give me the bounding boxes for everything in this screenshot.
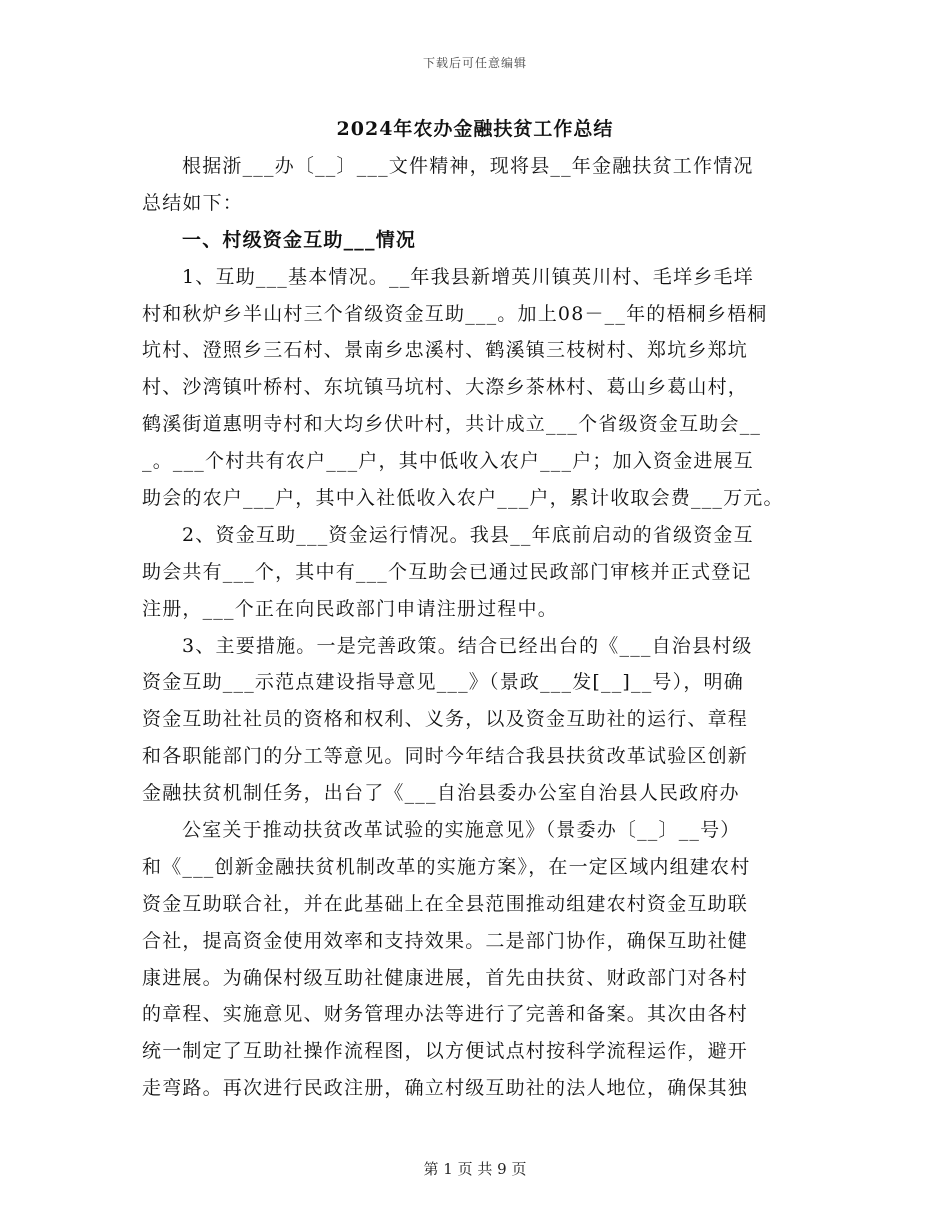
- body-line: 金融扶贫机制任务，出台了《___自治县委办公室自治县人民政府办: [142, 782, 740, 805]
- body-line: 注册，___个正在向民政部门申请注册过程中。: [142, 597, 558, 620]
- body-line: 2、资金互助___资金运行情况。我县__年底前启动的省级资金互: [182, 523, 754, 546]
- body-line: 3、主要措施。一是完善政策。结合已经出台的《___自治县村级: [182, 634, 753, 657]
- page-number-footer: 第 1 页 共 9 页: [423, 1160, 527, 1178]
- body-line: 合社，提高资金使用效率和支持效果。二是部门协作，确保互助社健: [142, 929, 749, 952]
- body-line: 坑村、澄照乡三石村、景南乡忠溪村、鹤溪镇三枝树村、郑坑乡郑坑: [142, 339, 749, 362]
- section-heading: 一、村级资金互助___情况: [182, 228, 417, 251]
- body-line: 总结如下：: [142, 191, 244, 214]
- body-line: _。___个村共有农户___户，其中低收入农户___户；加入资金进展互: [142, 450, 755, 473]
- body-line: 的章程、实施意见、财务管理办法等进行了完善和备案。其次由各村: [142, 1003, 749, 1026]
- body-line: 和《___创新金融扶贫机制改革的实施方案》，在一定区域内组建农村: [142, 855, 751, 878]
- body-line: 公室关于推动扶贫改革试验的实施意见》（景委办〔__〕__号）: [182, 819, 741, 842]
- body-line: 资金互助社社员的资格和权利、义务，以及资金互助社的运行、章程: [142, 708, 749, 731]
- body-line: 统一制定了互助社操作流程图，以方便试点村按科学流程运作，避开: [142, 1040, 749, 1063]
- body-line: 助会的农户___户，其中入社低收入农户___户，累计收取会费___万元。: [142, 487, 784, 510]
- header-note: 下载后可任意编辑: [422, 56, 527, 70]
- body-line: 村、沙湾镇叶桥村、东坑镇马坑村、大漈乡茶林村、葛山乡葛山村，: [142, 376, 749, 399]
- document-title: 2024年农办金融扶贫工作总结: [336, 118, 614, 140]
- body-line: 助会共有___个，其中有___个互助会已通过民政部门审核并正式登记: [142, 560, 752, 583]
- body-line: 村和秋炉乡半山村三个省级资金互助___。加上08－__年的梧桐乡梧桐: [142, 302, 768, 325]
- body-line: 资金互助联合社，并在此基础上在全县范围推动组建农村资金互助联: [142, 892, 749, 915]
- body-line: 和各职能部门的分工等意见。同时今年结合我县扶贫改革试验区创新: [142, 745, 749, 768]
- body-line: 鹤溪街道惠明寺村和大均乡伏叶村，共计成立___个省级资金互助会__: [142, 413, 762, 436]
- body-line: 康进展。为确保村级互助社健康进展，首先由扶贫、财政部门对各村: [142, 966, 749, 989]
- document-body: [142, 148, 806, 1107]
- body-line: 走弯路。再次进行民政注册，确立村级互助社的法人地位，确保其独: [142, 1077, 749, 1100]
- body-line: 根据浙___办〔__〕___文件精神，现将县__年金融扶贫工作情况: [182, 155, 754, 177]
- body-line: 1、互助___基本情况。__年我县新增英川镇英川村、毛垟乡毛垟: [182, 265, 754, 288]
- body-line: 资金互助___示范点建设指导意见___》（景政___发[__]__号），明确: [142, 671, 744, 694]
